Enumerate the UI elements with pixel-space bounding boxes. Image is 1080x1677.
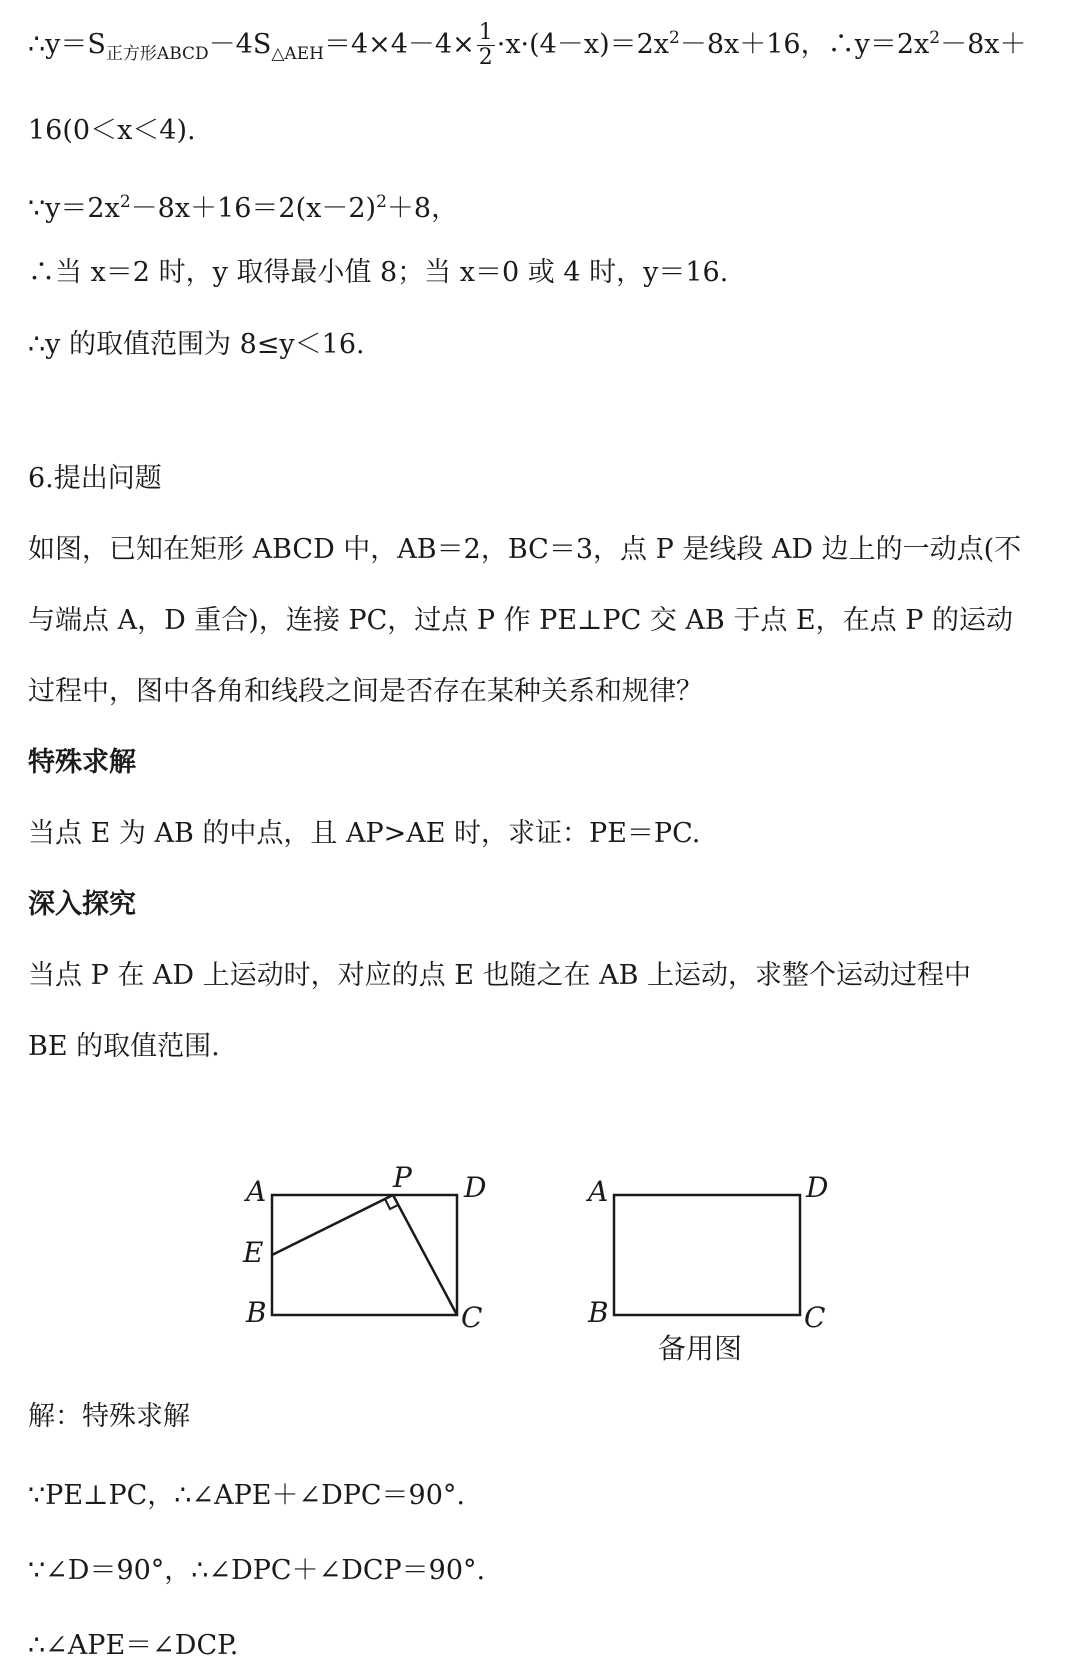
label-a: A <box>588 1175 609 1208</box>
section-heading-special: 特殊求解 <box>28 747 136 778</box>
question-text-line: 过程中，图中各角和线段之间是否存在某种关系和规律？ <box>28 676 703 707</box>
solution-formula-line: $\therefore y=S_{正方形ABCD}-4S_{\triangle AEH}=4\times 4-4\times$ $\frac{1}{2}$ $\cdot x\cdot(4-x)=2x^2-8x+16$，$\therefore y=2x^2-8x+$ <box>28 20 1027 70</box>
label-b: B <box>246 1296 267 1329</box>
label-a: A <box>246 1175 267 1208</box>
label-d: D <box>806 1171 829 1204</box>
rectangle-abcd-spare <box>614 1195 800 1315</box>
question-title: 6.提出问题 <box>28 463 162 494</box>
label-d: D <box>464 1171 487 1204</box>
figure-rectangle-with-points <box>242 1161 486 1334</box>
solution-line: ∵∠D＝90°，∴∠DPC＋∠DCP＝90°. <box>28 1555 486 1586</box>
section-heading-deep: 深入探究 <box>28 889 136 920</box>
range-line: ∴y 的取值范围为 8≤y＜16. <box>28 329 365 360</box>
deep-text-line: 当点 P 在 AD 上运动时，对应的点 E 也随之在 AB 上运动，求整个运动过程中 <box>28 960 972 991</box>
question-text-line: 与端点 A，D 重合)，连接 PC，过点 P 作 PE⊥PC 交 AB 于点 E，在点 P 的运动 <box>28 605 1013 636</box>
solution-title: 解：特殊求解 <box>28 1401 190 1432</box>
question-text-line: 如图，已知在矩形 ABCD 中，AB＝2，BC＝3，点 P 是线段 AD 边上的一动点(不 <box>28 534 1022 565</box>
fraction-one-half: $\frac{1}{2}$ <box>478 20 493 70</box>
deep-text-line: BE 的取值范围. <box>28 1031 220 1062</box>
label-c: C <box>804 1301 826 1334</box>
min-value-line: ∴当 x＝2 时，y 取得最小值 8；当 x＝0 或 4 时，y＝16. <box>28 257 729 288</box>
figure-spare-rectangle <box>585 1171 828 1365</box>
solution-line: ∵PE⊥PC，∴∠APE＋∠DPC＝90°. <box>28 1480 465 1511</box>
solution-line: ∴∠APE＝∠DCP. <box>28 1630 239 1661</box>
segment-pe <box>272 1195 393 1255</box>
label-c: C <box>461 1301 483 1334</box>
label-p: P <box>393 1161 412 1194</box>
domain-line: 16(0＜x＜4). <box>28 115 196 146</box>
vertex-form-line: $\because y=2x^2-8x+16=2(x-2)^2+8$， <box>28 192 459 224</box>
label-e: E <box>243 1236 264 1269</box>
special-case-text: 当点 E 为 AB 的中点，且 AP>AE 时，求证：PE＝PC. <box>28 818 701 849</box>
label-b: B <box>588 1296 609 1329</box>
segment-pc <box>393 1195 457 1315</box>
figure-caption: 备用图 <box>658 1332 743 1365</box>
rectangle-abcd <box>272 1195 457 1315</box>
